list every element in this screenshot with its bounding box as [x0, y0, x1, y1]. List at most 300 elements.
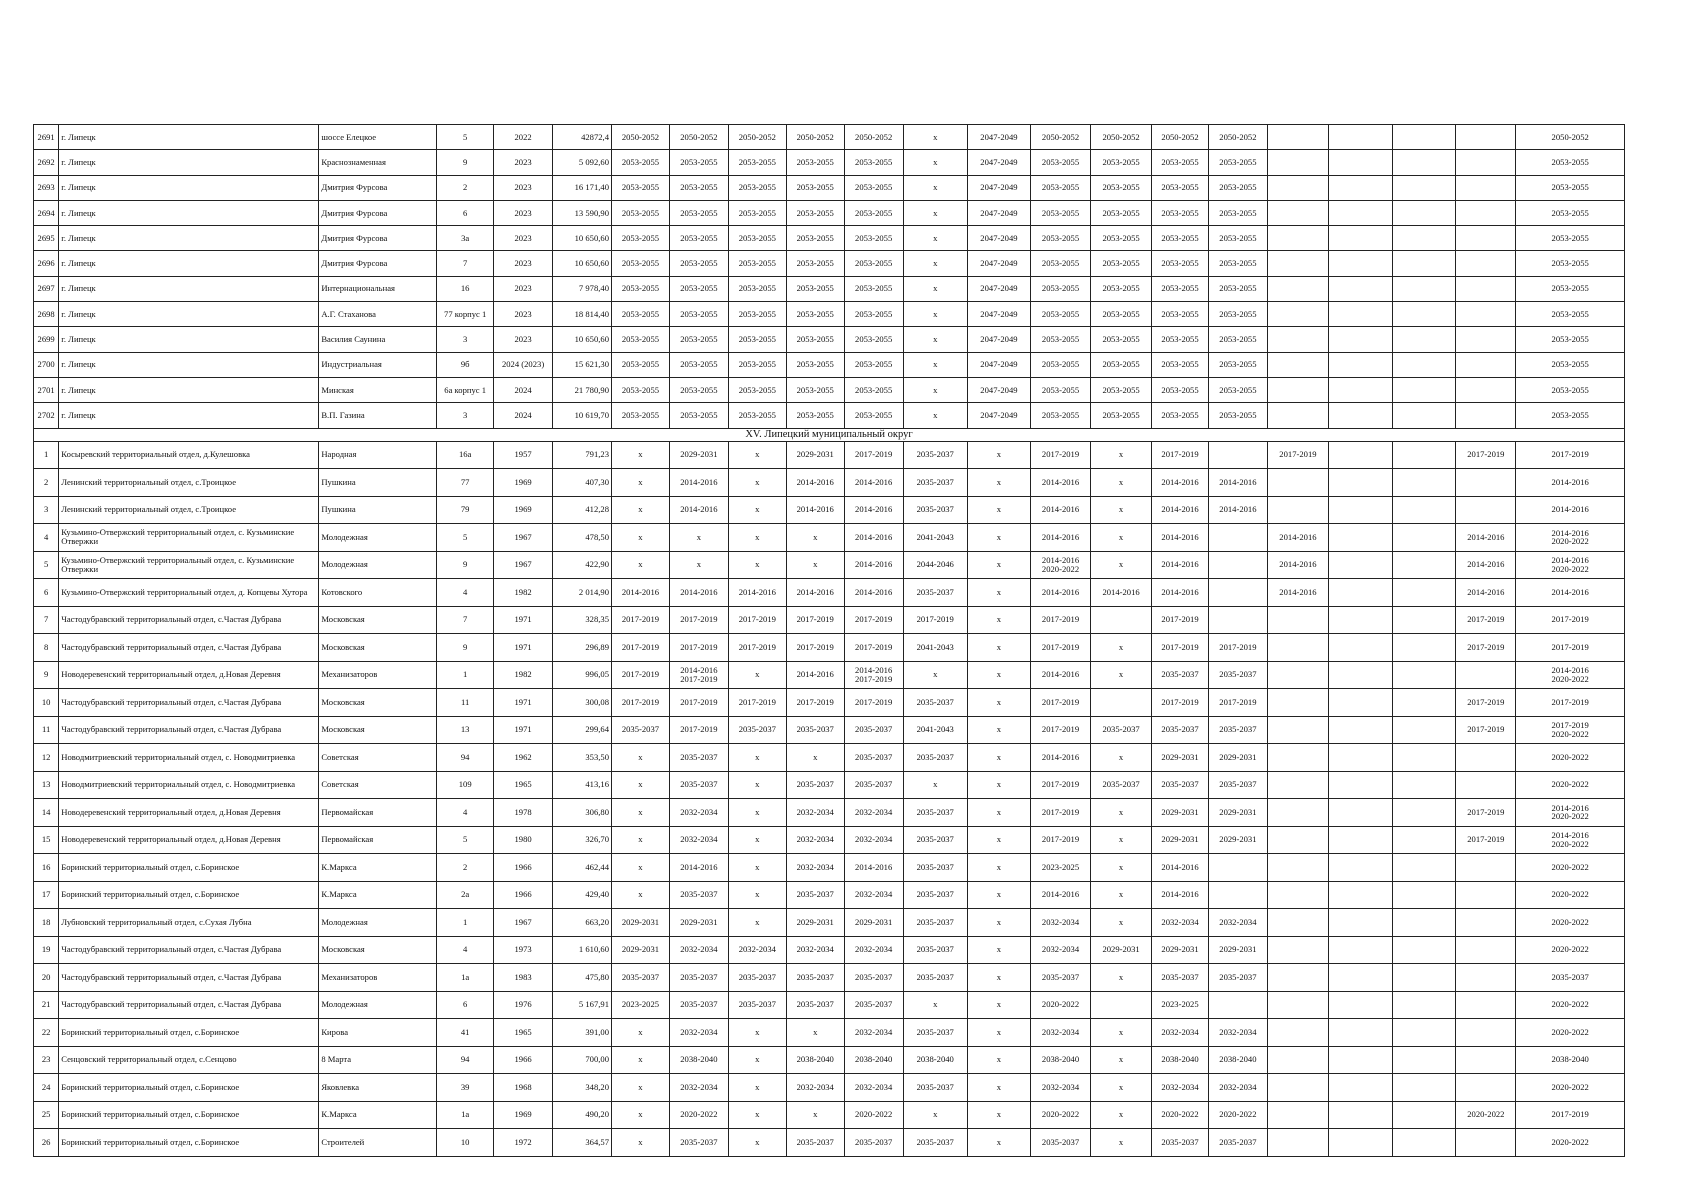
table-row — [34, 744, 1625, 772]
table-cell: х — [967, 579, 1030, 607]
table-cell: х — [967, 661, 1030, 689]
table-cell: х — [1091, 909, 1152, 937]
table-cell: 2020-2022 — [1516, 991, 1625, 1019]
table-cell: 21 — [34, 991, 59, 1019]
table-cell: 2053-2055 — [844, 150, 903, 175]
table-row — [34, 377, 1625, 402]
table-cell — [1208, 441, 1267, 469]
table-cell: Советская — [319, 744, 437, 772]
table-cell: 3 — [34, 496, 59, 524]
table-cell: 2029-2031 — [786, 909, 844, 937]
table-cell: 2035-2037 — [1208, 964, 1267, 992]
table-cell: 2017-2019 — [728, 634, 786, 662]
table-cell: х — [967, 469, 1030, 497]
table-cell: 2053-2055 — [1152, 377, 1209, 402]
table-cell: 2050-2052 — [728, 125, 786, 150]
table-cell: х — [728, 1129, 786, 1157]
table-cell: 2035-2037 — [1152, 964, 1209, 992]
table-cell: г. Липецк — [59, 200, 319, 225]
table-cell: х — [903, 251, 967, 276]
table-cell: 2035-2037 — [1091, 716, 1152, 744]
table-cell: Ленинский территориальный отдел, с.Троицкое — [59, 496, 319, 524]
table-cell: х — [967, 606, 1030, 634]
table-cell — [1393, 744, 1456, 772]
table-cell: 299,64 — [553, 716, 612, 744]
table-cell: Молодежная — [319, 551, 437, 579]
table-cell: 2023 — [494, 327, 553, 352]
table-cell: 2035-2037 — [844, 744, 903, 772]
table-cell: 2032-2034 — [669, 826, 728, 854]
table-cell — [1393, 716, 1456, 744]
table-cell: х — [903, 150, 967, 175]
table-cell: х — [612, 1074, 670, 1102]
table-cell — [1267, 799, 1328, 827]
table-cell: 2014-2016 2020-2022 — [1516, 826, 1625, 854]
table-cell: Пушкина — [319, 469, 437, 497]
table-cell: х — [903, 125, 967, 150]
table-cell: 2053-2055 — [1091, 377, 1152, 402]
table-cell: 2029-2031 — [1208, 936, 1267, 964]
table-cell — [1328, 1101, 1392, 1129]
table-cell — [1393, 441, 1456, 469]
table-cell: 1972 — [494, 1129, 553, 1157]
table-cell: 2020-2022 — [1208, 1101, 1267, 1129]
table-cell — [1267, 936, 1328, 964]
table-cell: 2035-2037 — [786, 881, 844, 909]
table-cell: х — [612, 469, 670, 497]
table-cell: х — [728, 1046, 786, 1074]
table-cell: х — [612, 551, 670, 579]
table-cell: шоссе Елецкое — [319, 125, 437, 150]
table-cell — [1393, 551, 1456, 579]
table-cell: х — [728, 496, 786, 524]
table-cell: Новодеревенский территориальный отдел, д.Новая Деревня — [59, 826, 319, 854]
table-cell: 2047-2049 — [967, 125, 1030, 150]
table-cell: 2053-2055 — [1208, 302, 1267, 327]
table-cell — [1393, 634, 1456, 662]
table-cell: 2053-2055 — [1152, 226, 1209, 251]
table-cell: 6 — [437, 991, 494, 1019]
table-cell — [1456, 881, 1516, 909]
table-cell: 2014-2016 2020-2022 — [1031, 551, 1091, 579]
table-cell: 2053-2055 — [1516, 150, 1625, 175]
table-cell: 2053-2055 — [786, 352, 844, 377]
table-cell: 429,40 — [553, 881, 612, 909]
table-cell: 2053-2055 — [786, 200, 844, 225]
table-cell: 2053-2055 — [612, 377, 670, 402]
table-cell: 2а — [437, 881, 494, 909]
table-cell: 1966 — [494, 854, 553, 882]
table-row — [34, 1129, 1625, 1157]
table-cell: 2017-2019 — [1031, 441, 1091, 469]
table-cell — [1393, 854, 1456, 882]
table-cell — [1267, 327, 1328, 352]
table-cell: 2017-2019 — [1031, 716, 1091, 744]
table-cell: 2053-2055 — [612, 150, 670, 175]
table-cell: 18 814,40 — [553, 302, 612, 327]
table-cell: х — [1091, 826, 1152, 854]
table-cell: 2014-2016 — [786, 496, 844, 524]
table-cell: 22 — [34, 1019, 59, 1047]
table-cell — [1456, 175, 1516, 200]
table-cell: 1967 — [494, 524, 553, 552]
table-cell: х — [612, 881, 670, 909]
table-cell: 2014-2016 — [1456, 551, 1516, 579]
table-cell: 2053-2055 — [1516, 377, 1625, 402]
table-cell — [1267, 854, 1328, 882]
table-cell: 2035-2037 — [669, 744, 728, 772]
table-cell — [1393, 936, 1456, 964]
table-cell: 5 — [34, 551, 59, 579]
table-cell — [1393, 661, 1456, 689]
table-cell: 462,44 — [553, 854, 612, 882]
table-cell: 2053-2055 — [1031, 403, 1091, 428]
table-cell: 2047-2049 — [967, 175, 1030, 200]
table-cell: 1983 — [494, 964, 553, 992]
table-cell: 4 — [437, 799, 494, 827]
table-cell: х — [1091, 1019, 1152, 1047]
table-cell: 2053-2055 — [1091, 200, 1152, 225]
table-cell — [1328, 716, 1392, 744]
table-cell: 996,05 — [553, 661, 612, 689]
table-cell: 2053-2055 — [1516, 226, 1625, 251]
table-cell: х — [967, 441, 1030, 469]
table-cell: 2017-2019 — [844, 689, 903, 717]
table-cell: 2014-2016 — [786, 579, 844, 607]
table-cell: 4 — [437, 579, 494, 607]
table-cell: 20 — [34, 964, 59, 992]
table-cell — [1267, 689, 1328, 717]
table-cell: 2017-2019 — [786, 689, 844, 717]
table-cell: Дмитрия Фурсова — [319, 251, 437, 276]
table-row — [34, 441, 1625, 469]
table-cell — [1393, 251, 1456, 276]
table-cell: 2032-2034 — [1208, 1074, 1267, 1102]
table-cell: Новодеревенский территориальный отдел, д.Новая Деревня — [59, 799, 319, 827]
table-cell: Новодмитриевский территориальный отдел, с. Новодмитриевка — [59, 771, 319, 799]
table-cell: Народная — [319, 441, 437, 469]
table-cell: х — [612, 524, 670, 552]
table-cell: х — [786, 524, 844, 552]
table-cell — [1393, 1046, 1456, 1074]
table-cell: х — [1091, 964, 1152, 992]
table-cell — [1456, 744, 1516, 772]
table-cell — [1328, 936, 1392, 964]
table-cell: 2053-2055 — [1091, 175, 1152, 200]
table-cell: Дмитрия Фурсова — [319, 175, 437, 200]
table-cell: 2038-2040 — [669, 1046, 728, 1074]
table-cell: х — [728, 441, 786, 469]
table-cell: 23 — [34, 1046, 59, 1074]
table-cell: Молодежная — [319, 524, 437, 552]
section-title: XV. Липецкий муниципальный округ — [34, 428, 1625, 441]
table-cell: 1 — [34, 441, 59, 469]
table-cell: 13 — [34, 771, 59, 799]
table-cell: 2 — [34, 469, 59, 497]
table-cell: х — [903, 991, 967, 1019]
table-row — [34, 403, 1625, 428]
table-cell: 2017-2019 — [903, 606, 967, 634]
table-cell — [1267, 661, 1328, 689]
table-cell: 2032-2034 — [1031, 1019, 1091, 1047]
table-cell — [1328, 1129, 1392, 1157]
table-cell: 2053-2055 — [669, 302, 728, 327]
table-cell — [1267, 377, 1328, 402]
table-cell: 2014-2016 — [1208, 496, 1267, 524]
table-cell: 39 — [437, 1074, 494, 1102]
table-cell: 2035-2037 — [844, 1129, 903, 1157]
table-cell: 2024 — [494, 377, 553, 402]
table-cell — [1328, 276, 1392, 301]
table-cell — [1328, 125, 1392, 150]
table-cell: х — [1091, 881, 1152, 909]
table-cell: 2017-2019 — [1456, 826, 1516, 854]
table-cell — [1328, 689, 1392, 717]
table-cell — [1208, 854, 1267, 882]
table-cell: Молодежная — [319, 909, 437, 937]
table-cell: Первомайская — [319, 826, 437, 854]
table-cell: х — [903, 302, 967, 327]
table-cell: 7 978,40 — [553, 276, 612, 301]
table-cell: 2035-2037 — [669, 991, 728, 1019]
table-cell: 2053-2055 — [1516, 403, 1625, 428]
table-cell: 2014-2016 — [1031, 524, 1091, 552]
table-cell: 2017-2019 — [844, 606, 903, 634]
table-cell: х — [1091, 744, 1152, 772]
table-cell: 700,00 — [553, 1046, 612, 1074]
table-cell: 2035-2037 — [844, 964, 903, 992]
table-cell: х — [728, 551, 786, 579]
table-cell: 2035-2037 — [612, 964, 670, 992]
table-cell: х — [1091, 799, 1152, 827]
table-cell — [1456, 1046, 1516, 1074]
table-cell: 2050-2052 — [1091, 125, 1152, 150]
table-cell: 2053-2055 — [669, 403, 728, 428]
table-cell: х — [612, 1019, 670, 1047]
table-cell: 2017-2019 — [1031, 634, 1091, 662]
table-cell — [1393, 302, 1456, 327]
table-cell: 2053-2055 — [728, 327, 786, 352]
table-cell: 2035-2037 — [669, 771, 728, 799]
table-cell: 2022 — [494, 125, 553, 150]
table-cell: 2014-2016 — [669, 496, 728, 524]
table-cell: 42872,4 — [553, 125, 612, 150]
table-cell: 6 — [437, 200, 494, 225]
table-cell: х — [967, 936, 1030, 964]
table-cell: х — [728, 826, 786, 854]
table-cell: Яковлевка — [319, 1074, 437, 1102]
table-cell: 2017-2019 — [612, 606, 670, 634]
table-cell: Частодубравский территориальный отдел, с.Частая Дубрава — [59, 689, 319, 717]
table-cell — [1328, 150, 1392, 175]
table-cell: 11 — [34, 716, 59, 744]
table-cell — [1393, 276, 1456, 301]
table-cell: 2053-2055 — [728, 377, 786, 402]
table-cell: 2035-2037 — [1152, 771, 1209, 799]
table-cell: 15 — [34, 826, 59, 854]
table-cell: 1980 — [494, 826, 553, 854]
table-cell: 2053-2055 — [844, 302, 903, 327]
table-cell: х — [728, 881, 786, 909]
table-row — [34, 276, 1625, 301]
table-cell: 2047-2049 — [967, 403, 1030, 428]
table-cell — [1456, 352, 1516, 377]
table-cell: 2017-2019 — [1456, 716, 1516, 744]
table-cell: 2035-2037 — [844, 771, 903, 799]
table-cell: 2035-2037 — [1091, 771, 1152, 799]
table-cell: 1965 — [494, 1019, 553, 1047]
table-cell — [1267, 1074, 1328, 1102]
table-cell — [1456, 854, 1516, 882]
table-cell: 2053-2055 — [786, 377, 844, 402]
table-cell — [1393, 1101, 1456, 1129]
table-cell: 2014-2016 2020-2022 — [1516, 661, 1625, 689]
table-cell: х — [612, 1129, 670, 1157]
table-cell: х — [612, 771, 670, 799]
table-cell: 9 — [34, 661, 59, 689]
table-cell: 3а — [437, 226, 494, 251]
table-cell: 2029-2031 — [1208, 744, 1267, 772]
table-cell — [1267, 1019, 1328, 1047]
table-cell: 2053-2055 — [1031, 226, 1091, 251]
table-cell: 2014-2016 — [1031, 661, 1091, 689]
table-cell: 2035-2037 — [844, 991, 903, 1019]
table-row — [34, 854, 1625, 882]
table-cell: 2014-2016 — [844, 551, 903, 579]
table-cell — [1456, 226, 1516, 251]
table-cell — [1328, 826, 1392, 854]
table-cell: 2050-2052 — [844, 125, 903, 150]
table-cell: х — [967, 1046, 1030, 1074]
table-cell — [1091, 991, 1152, 1019]
table-cell — [1328, 441, 1392, 469]
table-cell: 4 — [34, 524, 59, 552]
table-cell — [1328, 909, 1392, 937]
table-cell: 77 корпус 1 — [437, 302, 494, 327]
table-cell: 478,50 — [553, 524, 612, 552]
table-cell: 2014-2016 2020-2022 — [1516, 799, 1625, 827]
table-cell: 7 — [437, 606, 494, 634]
table-cell: 2053-2055 — [1208, 276, 1267, 301]
table-cell — [1328, 881, 1392, 909]
table-cell — [1208, 551, 1267, 579]
table-cell: Московская — [319, 634, 437, 662]
table-row — [34, 936, 1625, 964]
table-cell: 2014-2016 — [1516, 579, 1625, 607]
table-cell: 2023-2025 — [1152, 991, 1209, 1019]
table-cell: 2035-2037 — [903, 441, 967, 469]
table-cell — [1456, 909, 1516, 937]
table-row — [34, 1019, 1625, 1047]
table-cell: х — [967, 854, 1030, 882]
table-cell: 2017-2019 — [612, 661, 670, 689]
table-cell: 2035-2037 — [903, 579, 967, 607]
table-cell: 2014-2016 — [786, 661, 844, 689]
table-cell: 2017-2019 — [1516, 441, 1625, 469]
table-cell: Краснознаменная — [319, 150, 437, 175]
table-cell: 16 — [34, 854, 59, 882]
table-cell: 11 — [437, 689, 494, 717]
table-cell: 2053-2055 — [1208, 200, 1267, 225]
table-cell: 2017-2019 — [1031, 799, 1091, 827]
table-cell: 2017-2019 2020-2022 — [1516, 716, 1625, 744]
table-cell: 2053-2055 — [1208, 377, 1267, 402]
table-cell: 6а корпус 1 — [437, 377, 494, 402]
table-cell: 2032-2034 — [1208, 909, 1267, 937]
table-cell: х — [903, 352, 967, 377]
table-cell: 2029-2031 — [1152, 744, 1209, 772]
table-cell: 2032-2034 — [786, 854, 844, 882]
table-cell: 9 — [437, 150, 494, 175]
table-cell: 2053-2055 — [612, 175, 670, 200]
table-cell: 2696 — [34, 251, 59, 276]
table-cell: 7 — [34, 606, 59, 634]
table-cell: Дмитрия Фурсова — [319, 200, 437, 225]
table-cell — [1393, 1019, 1456, 1047]
table-cell: 18 — [34, 909, 59, 937]
table-cell — [1328, 496, 1392, 524]
table-cell: х — [669, 551, 728, 579]
table-cell: 2053-2055 — [669, 226, 728, 251]
table-cell: 2020-2022 — [1516, 744, 1625, 772]
table-cell: 2047-2049 — [967, 302, 1030, 327]
table-cell: Боринский территориальный отдел, с.Боринское — [59, 1101, 319, 1129]
table-cell: 2017-2019 — [1456, 799, 1516, 827]
table-cell: 2020-2022 — [1516, 771, 1625, 799]
table-row — [34, 175, 1625, 200]
table-row — [34, 150, 1625, 175]
table-cell: 1971 — [494, 606, 553, 634]
table-cell: 2035-2037 — [728, 716, 786, 744]
table-row — [34, 579, 1625, 607]
table-cell: Механизаторов — [319, 661, 437, 689]
table-cell: 2032-2034 — [669, 799, 728, 827]
table-cell: 2017-2019 — [1456, 441, 1516, 469]
table-cell: 328,35 — [553, 606, 612, 634]
table-cell: 2053-2055 — [1208, 352, 1267, 377]
table-cell — [1328, 377, 1392, 402]
table-cell: 2032-2034 — [1208, 1019, 1267, 1047]
table-cell: Первомайская — [319, 799, 437, 827]
table-cell: 2035-2037 — [1031, 1129, 1091, 1157]
table-cell — [1393, 771, 1456, 799]
table-cell — [1456, 496, 1516, 524]
table-cell — [1393, 579, 1456, 607]
table-row — [34, 200, 1625, 225]
table-cell: х — [903, 175, 967, 200]
table-cell: 2038-2040 — [903, 1046, 967, 1074]
table-cell: х — [612, 441, 670, 469]
table-cell: х — [669, 524, 728, 552]
table-cell: 5 — [437, 524, 494, 552]
table-cell: 2035-2037 — [1208, 771, 1267, 799]
table-cell: 2053-2055 — [844, 276, 903, 301]
table-cell: 2053-2055 — [1208, 327, 1267, 352]
table-cell: 2035-2037 — [903, 469, 967, 497]
table-cell: 2014-2016 — [1152, 881, 1209, 909]
table-cell: 2029-2031 — [612, 909, 670, 937]
table-cell: х — [967, 881, 1030, 909]
table-cell: 2053-2055 — [728, 226, 786, 251]
table-cell: Боринский территориальный отдел, с.Боринское — [59, 1074, 319, 1102]
table-cell: 1а — [437, 964, 494, 992]
table-cell — [1267, 1046, 1328, 1074]
table-row — [34, 606, 1625, 634]
table-cell: х — [786, 551, 844, 579]
table-cell: х — [967, 771, 1030, 799]
table-row — [34, 1101, 1625, 1129]
table-cell: 2023 — [494, 150, 553, 175]
